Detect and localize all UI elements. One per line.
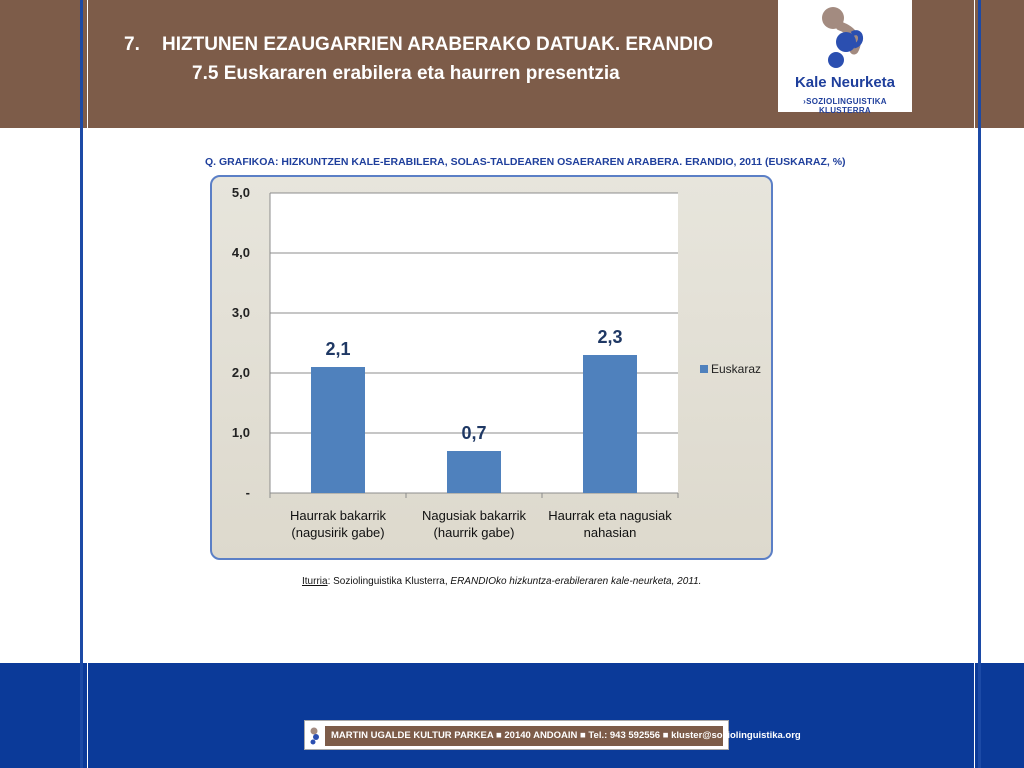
right-border-line: [978, 0, 981, 768]
y-tick-label: 3,0: [231, 305, 250, 320]
y-tick-label: 5,0: [231, 185, 250, 200]
page-title: [124, 34, 713, 56]
y-tick-label: 2,0: [231, 365, 250, 380]
data-label: 0,7: [461, 423, 487, 443]
page-subtitle: 7.5 Euskararen erabilera eta haurren presentzia: [192, 63, 620, 84]
bar: [583, 355, 637, 493]
source-label: Iturria: [302, 576, 328, 587]
footer-band: [0, 663, 1024, 768]
chart-panel: [210, 175, 773, 560]
bar: [311, 367, 365, 493]
logo: [778, 0, 912, 115]
source-title: ERANDIOko hizkuntza-erabileraren kale-neurketa, 2011.: [450, 576, 702, 587]
logo-symbol-icon: [778, 0, 912, 70]
section-number: 7.: [124, 34, 140, 55]
x-category-label: (haurrik gabe): [433, 525, 515, 540]
data-label: 2,3: [597, 327, 623, 347]
y-tick-label: 1,0: [231, 425, 250, 440]
x-category-label: Haurrak bakarrik: [289, 508, 387, 523]
x-category-label: (nagusirik gabe): [291, 525, 385, 540]
chart-title: Q. GRAFIKOA: HIZKUNTZEN KALE-ERABILERA, SOLAS-TALDEAREN OSAERAREN ARABERA. ERANDIO, 2011 (EUSKARAZ, %): [205, 156, 846, 168]
x-category-label: Haurrak eta nagusiak: [548, 508, 672, 523]
y-tick-label: 4,0: [231, 245, 250, 260]
logo-name: Kale Neurketa: [794, 74, 896, 91]
footer-address-box: [304, 720, 801, 750]
bar-chart: [212, 177, 771, 558]
section-title: HIZTUNEN EZAUGARRIEN ARABERAKO DATUAK. ERANDIO: [162, 34, 713, 55]
legend-label: Euskaraz: [711, 362, 762, 376]
right-border-line-inner: [974, 0, 975, 768]
left-border-line: [80, 0, 83, 768]
source-note: [302, 576, 701, 587]
bar: [447, 451, 501, 493]
left-border-line-inner: [87, 0, 88, 768]
x-category-label: nahasian: [583, 525, 637, 540]
footer-logo-icon: [309, 727, 321, 745]
source-text: : Soziolinguistika Klusterra,: [327, 576, 451, 587]
logo-tagline: ›SOZIOLINGUISTIKA KLUSTERRA: [803, 97, 887, 115]
x-category-label: Nagusiak bakarrik: [421, 508, 527, 523]
legend-swatch: [700, 365, 708, 373]
data-label: 2,1: [325, 339, 351, 359]
footer-address: MARTIN UGALDE KULTUR PARKEA ■ 20140 ANDOAIN ■ Tel.: 943 592556 ■ kluster@soziolinguistika.org: [325, 726, 723, 746]
y-tick-label: -: [245, 485, 250, 500]
